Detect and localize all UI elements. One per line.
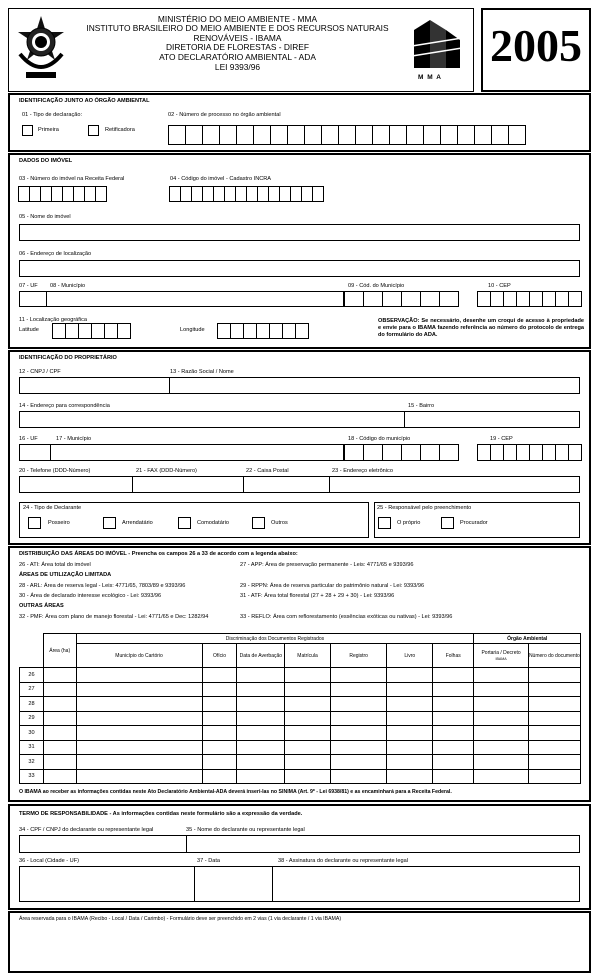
f13-label: 13 - Razão Social / Nome: [170, 369, 234, 375]
legend-31: 31 - ATF: Área total florestal (27 + 28 + 29 + 30) - Lei: 9393/96: [240, 593, 395, 599]
f36-input[interactable]: [19, 866, 195, 902]
f03-input[interactable]: [19, 186, 107, 202]
col-folhas: Folhas: [433, 644, 474, 668]
distribution-table: [19, 633, 581, 784]
section-imovel-title: DADOS DO IMÓVEL: [19, 158, 73, 164]
processo-label: 02 - Número de processo no órgão ambiental: [168, 112, 281, 118]
f17-input[interactable]: [50, 444, 344, 461]
f19-label: 19 - CEP: [490, 436, 513, 442]
f23-label: 23 - Endereço eletrônico: [332, 468, 393, 474]
section-proprietario-title: IDENTIFICAÇÃO DO PROPRIETÁRIO: [19, 355, 117, 361]
f08-label: 08 - Município: [50, 283, 86, 289]
f06-input[interactable]: [19, 260, 580, 277]
year-label: 2005: [490, 20, 582, 71]
retificadora-checkbox[interactable]: [88, 125, 99, 136]
f36-label: 36 - Local (Cidade - UF): [19, 858, 79, 864]
col-matricula: Matrícula: [285, 644, 331, 668]
reserva-text: Área reservada para o IBAMA (Recibo - Local / Data / Carimbo) - Formulário deve ser preenchido em 2 vias (1 via declarante / 1 via IBAMA): [19, 916, 342, 922]
f05-label: 05 - Nome do imóvel: [19, 214, 71, 220]
f34-label: 34 - CPF / CNPJ do declarante ou representante legal: [19, 827, 154, 833]
table-row[interactable]: [20, 697, 581, 712]
table-row[interactable]: [20, 711, 581, 726]
legend-29: 29 - RPPN: Área de reserva particular do patrimônio natural - Lei: 9393/96: [240, 583, 425, 589]
table-row[interactable]: [20, 740, 581, 755]
table-row[interactable]: [20, 769, 581, 784]
f08-input[interactable]: [46, 291, 344, 307]
procurador-checkbox[interactable]: [441, 517, 454, 529]
f10-input[interactable]: [478, 291, 582, 307]
header-line-4: DIRETORIA DE FLORESTAS - DIREF: [165, 42, 309, 52]
longitude-label: Longitude: [180, 327, 205, 333]
retificadora-label: Retificadora: [105, 127, 135, 133]
row-label: 29: [20, 711, 44, 726]
f35-input[interactable]: [186, 835, 580, 853]
f37-label: 37 - Data: [197, 858, 221, 864]
col-oficio: Ofício: [202, 644, 237, 668]
mma-logo-text: M M A: [418, 74, 442, 81]
procurador-label: Procurador: [460, 520, 488, 526]
header-line-2: INSTITUTO BRASILEIRO DO MEIO AMBIENTE E DOS RECURSOS NATURAIS: [86, 23, 389, 33]
header-line-5: ATO DECLARATÓRIO AMBIENTAL - ADA: [159, 52, 316, 62]
f14-label: 14 - Endereço para correspondência: [19, 403, 110, 409]
col-data-averbacao: Data de Averbação: [237, 644, 285, 668]
posseiro-checkbox[interactable]: [28, 517, 41, 529]
col-municipio-cartorio: Município do Cartório: [76, 644, 202, 668]
f21-input[interactable]: [132, 476, 244, 493]
row-label: 32: [20, 755, 44, 770]
col-portaria-label: Portaria / Decreto: [481, 649, 521, 656]
f07-label: 07 - UF: [19, 283, 38, 289]
f20-label: 20 - Telefone (DDD-Número): [19, 468, 91, 474]
brazil-coat-of-arms-icon: [12, 14, 70, 84]
comodatario-checkbox[interactable]: [178, 517, 191, 529]
f15-input[interactable]: [404, 411, 580, 428]
ibama-note: O IBAMA ao receber as informações contidas neste Ato Declaratório Ambiental-ADA deverá inseri-las no SINIMA (Art. 9º - Lei 6938/81) e as encaminhará para a Receita Federal.: [19, 789, 452, 795]
tipo-declaracao-label: 01 - Tipo de declaração:: [22, 112, 83, 118]
f16-label: 16 - UF: [19, 436, 38, 442]
distribuicao-title: DISTRIBUIÇÃO DAS ÁREAS DO IMÓVEL - Preencha os campos 26 a 33 de acordo com a legenda abaixo:: [19, 551, 298, 557]
latitude-input[interactable]: [53, 323, 131, 339]
table-row[interactable]: [20, 755, 581, 770]
f14-input[interactable]: [19, 411, 405, 428]
f23-input[interactable]: [329, 476, 580, 493]
col-discriminacao: Discriminação dos Documentos Registrados: [76, 634, 474, 644]
f35-label: 35 - Nome do declarante ou representante legal: [186, 827, 305, 833]
f12-input[interactable]: [19, 377, 170, 394]
f05-input[interactable]: [19, 224, 580, 241]
f37-input[interactable]: [194, 866, 273, 902]
row-label: 26: [20, 668, 44, 683]
legend-33: 33 - REFLO: Área com reflorestamento (essências exóticas ou nativas) - Lei: 9393/96: [240, 614, 453, 620]
f20-input[interactable]: [19, 476, 133, 493]
f17-label: 17 - Município: [56, 436, 92, 442]
row-label: 27: [20, 682, 44, 697]
termo-title: TERMO DE RESPONSABILIDADE - As informações contidas neste formulário são a expressão da verdade.: [19, 811, 303, 817]
f11-label: 11 - Localização geográfica: [19, 317, 87, 323]
col-livro: Livro: [387, 644, 433, 668]
f18-label: 18 - Código do município: [348, 436, 411, 442]
primeira-checkbox[interactable]: [22, 125, 33, 136]
header-line-6: LEI 9393/96: [214, 62, 261, 72]
f19-input[interactable]: [478, 444, 582, 461]
header-line-1: MINISTÉRIO DO MEIO AMBIENTE - MMA: [157, 14, 318, 24]
comodatario-label: Comodatário: [197, 520, 230, 526]
mma-logo: [404, 16, 468, 84]
f09-input[interactable]: [345, 291, 459, 307]
legend-27: 27 - APP: Área de preservação permanente - Leis: 4771/65 e 9393/96: [240, 562, 414, 568]
latitude-label: Latitude: [19, 327, 39, 333]
col-orgao-ambiental: Órgão Ambiental: [474, 634, 581, 644]
col-area: Área (ha): [43, 634, 76, 668]
legend-30: 30 - Área de declarado interesse ecológico - Lei: 9393/96: [19, 593, 162, 599]
legend-28: 28 - ARL: Área de reserva legal - Leis: 4771/65, 7803/89 e 9393/96: [19, 583, 186, 589]
arrendatario-label: Arrendatário: [122, 520, 153, 526]
f22-label: 22 - Caixa Postal: [246, 468, 289, 474]
f04-label: 04 - Código do imóvel - Cadastro INCRA: [170, 176, 272, 182]
f04-input[interactable]: [170, 186, 324, 202]
f15-label: 15 - Bairro: [408, 403, 435, 409]
f07-input[interactable]: [19, 291, 47, 307]
row-label: 33: [20, 769, 44, 784]
f24-label: 24 - Tipo de Declarante: [23, 505, 82, 511]
col-numero-documento: Número do documento: [528, 644, 580, 668]
f03-label: 03 - Número do imóvel na Receita Federal: [19, 176, 125, 182]
f10-label: 10 - CEP: [488, 283, 511, 289]
row-label: 30: [20, 726, 44, 741]
f09-label: 09 - Cód. do Município: [348, 283, 405, 289]
table-row[interactable]: [20, 668, 581, 683]
proprio-label: O próprio: [397, 520, 421, 526]
header-line-3: RENOVÁVEIS - IBAMA: [193, 33, 282, 43]
longitude-input[interactable]: [218, 323, 309, 339]
f06-label: 06 - Endereço de localização: [19, 251, 92, 257]
section-identificacao-title: IDENTIFICAÇÃO JUNTO AO ÓRGÃO AMBIENTAL: [19, 98, 150, 104]
f38-label: 38 - Assinatura do declarante ou representante legal: [278, 858, 408, 864]
outros-label: Outros: [271, 520, 288, 526]
f12-label: 12 - CNPJ / CPF: [19, 369, 61, 375]
f16-input[interactable]: [19, 444, 51, 461]
legend-32: 32 - PMF: Área com plano de manejo florestal - Lei: 4771/65 e Dec: 1282/94: [19, 614, 209, 620]
col-portaria: [474, 644, 528, 668]
col-registro: Registro: [330, 644, 387, 668]
observacao-text: OBSERVAÇÃO: Se necessário, desenhe um croqui de acesso à propriedade e envie para o IBAMA fazendo referência ao número do protocolo de entrega do formulário do ADA.: [378, 318, 584, 338]
f22-input[interactable]: [243, 476, 330, 493]
f18-input[interactable]: [345, 444, 459, 461]
col-portaria-sub: IBAMA: [495, 656, 507, 661]
proprio-checkbox[interactable]: [378, 517, 391, 529]
legend-26: 26 - ATI: Área total do imóvel: [19, 562, 91, 568]
primeira-label: Primeira: [38, 127, 59, 133]
arrendatario-checkbox[interactable]: [103, 517, 116, 529]
f13-input[interactable]: [169, 377, 580, 394]
f34-input[interactable]: [19, 835, 187, 853]
table-row[interactable]: [20, 682, 581, 697]
posseiro-label: Posseiro: [48, 520, 70, 526]
mma-logo-icon: [404, 16, 468, 72]
legend-sub-outras: OUTRAS ÁREAS: [19, 603, 64, 609]
outros-checkbox[interactable]: [252, 517, 265, 529]
table-row[interactable]: [20, 726, 581, 741]
processo-input[interactable]: [169, 125, 526, 145]
f38-signature-input[interactable]: [272, 866, 580, 902]
f21-label: 21 - FAX (DDD-Número): [136, 468, 197, 474]
row-label: 31: [20, 740, 44, 755]
legend-sub-utilizacao: ÁREAS DE UTILIZAÇÃO LIMITADA: [19, 572, 112, 578]
row-label: 28: [20, 697, 44, 712]
f25-label: 25 - Responsável pelo preenchimento: [377, 505, 472, 511]
